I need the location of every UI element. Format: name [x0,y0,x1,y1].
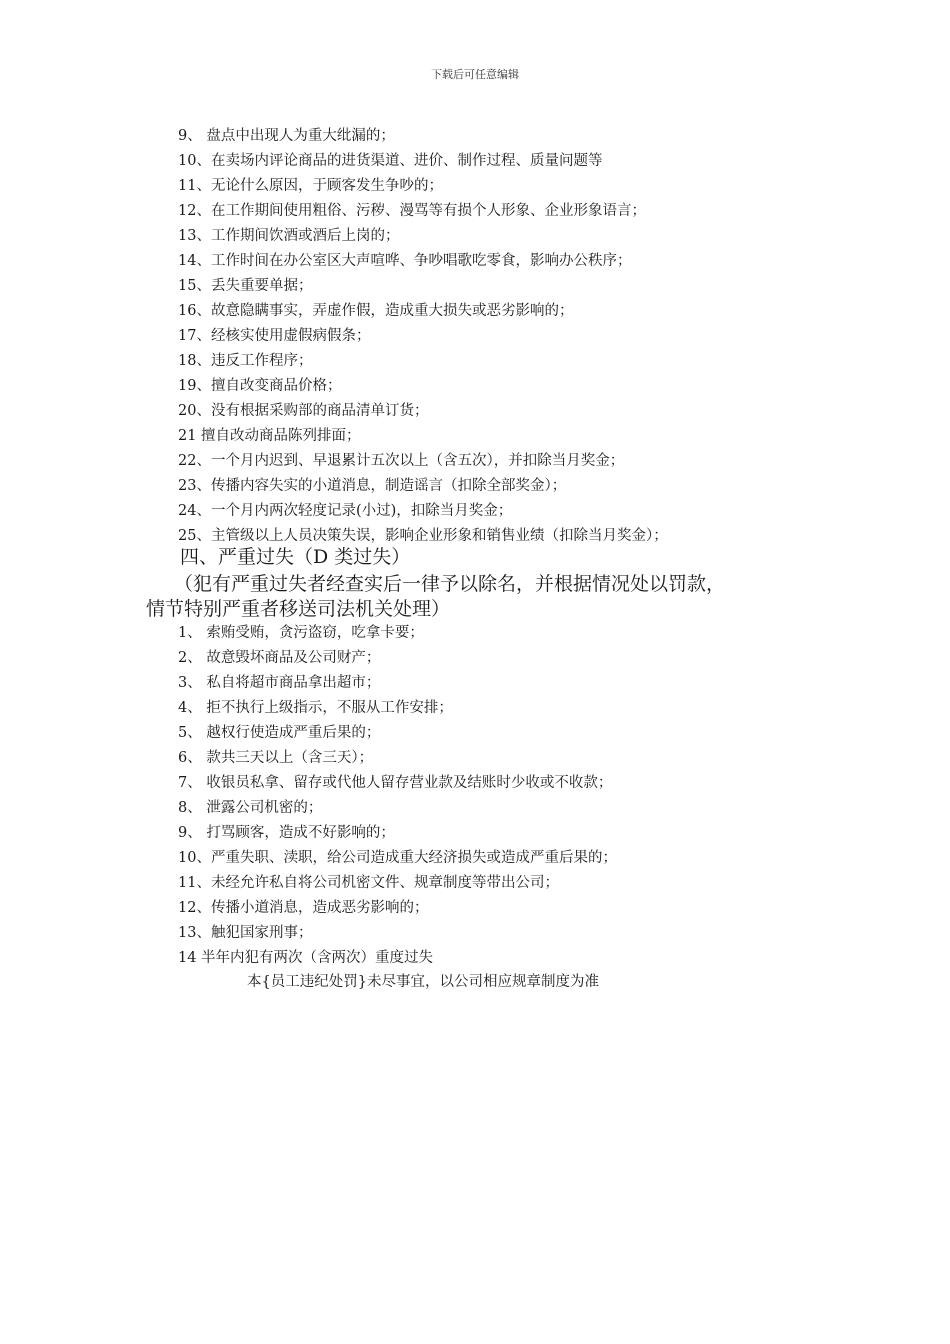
list-item: 7、 收银员私拿、留存或代他人留存营业款及结账时少收或不收款； [178,775,613,791]
list-item: 18、违反工作程序； [178,353,313,369]
list-item: 10、在卖场内评论商品的进货渠道、进价、制作过程、质量问题等 [178,153,603,169]
list-item: 5、 越权行使造成严重后果的； [178,725,381,741]
list-item: 23、传播内容失实的小道消息，制造谣言（扣除全部奖金）； [178,478,567,494]
header-note: 下载后可任意编辑 [431,68,519,81]
list-item: 8、 泄露公司机密的； [178,800,323,816]
list-item: 9、 打骂顾客，造成不好影响的； [178,825,395,841]
list-item: 24、一个月内两次轻度记录(小过)，扣除当月奖金； [178,503,513,519]
list-item: 20、没有根据采购部的商品清单订货； [178,403,429,419]
list-item: 4、 拒不执行上级指示，不服从工作安排； [178,700,453,716]
list-item: 13、工作期间饮酒或酒后上岗的； [178,228,400,244]
list-item: 25、主管级以上人员决策失误，影响企业形象和销售业绩（扣除当月奖金）； [178,528,668,544]
section-d-desc-line-1: （犯有严重过失者经查实后一律予以除名，并根据情况处以罚款， [174,573,726,595]
list-item: 6、 款共三天以上（含三天）； [178,750,374,766]
section-c-list [178,124,878,549]
list-item: 2、 故意毁坏商品及公司财产； [178,650,381,666]
list-item: 16、故意隐瞒事实，弄虚作假，造成重大损失或恶劣影响的； [178,303,574,319]
list-item: 1、 索贿受贿，贪污盗窃，吃拿卡要； [178,625,424,641]
list-item: 15、丢失重要单据； [178,278,313,294]
list-item: 12、传播小道消息，造成恶劣影响的； [178,900,429,916]
list-item: 13、触犯国家刑事； [178,925,313,941]
closing-note: 本{员工违纪处罚}未尽事宜，以公司相应规章制度为准 [247,974,599,990]
list-item: 3、 私自将超市商品拿出超市； [178,675,381,691]
section-d-description [146,572,846,622]
list-item: 10、严重失职、渎职，给公司造成重大经济损失或造成严重后果的； [178,850,617,866]
list-item: 14、工作时间在办公室区大声喧哗、争吵唱歌吃零食，影响办公秩序； [178,253,632,269]
list-item: 22、一个月内迟到、早退累计五次以上（含五次），并扣除当月奖金； [178,453,625,469]
list-item: 17、经核实使用虚假病假条； [178,328,371,344]
list-item: 21 擅自改动商品陈列排面； [178,428,361,444]
list-item: 14 半年内犯有两次（含两次）重度过失 [178,950,434,966]
list-item: 19、擅自改变商品价格； [178,378,342,394]
section-d-desc-line-2: 情节特别严重者移送司法机关处理） [146,598,451,620]
list-item: 12、在工作期间使用粗俗、污秽、漫骂等有损个人形象、企业形象语言； [178,203,646,219]
list-item: 9、 盘点中出现人为重大纰漏的； [178,128,395,144]
section-d-list [178,621,878,971]
list-item: 11、未经允许私自将公司机密文件、规章制度等带出公司； [178,875,559,891]
section-d-title: 四、严重过失（D 类过失） [180,546,411,568]
list-item: 11、无论什么原因，于顾客发生争吵的； [178,178,443,194]
